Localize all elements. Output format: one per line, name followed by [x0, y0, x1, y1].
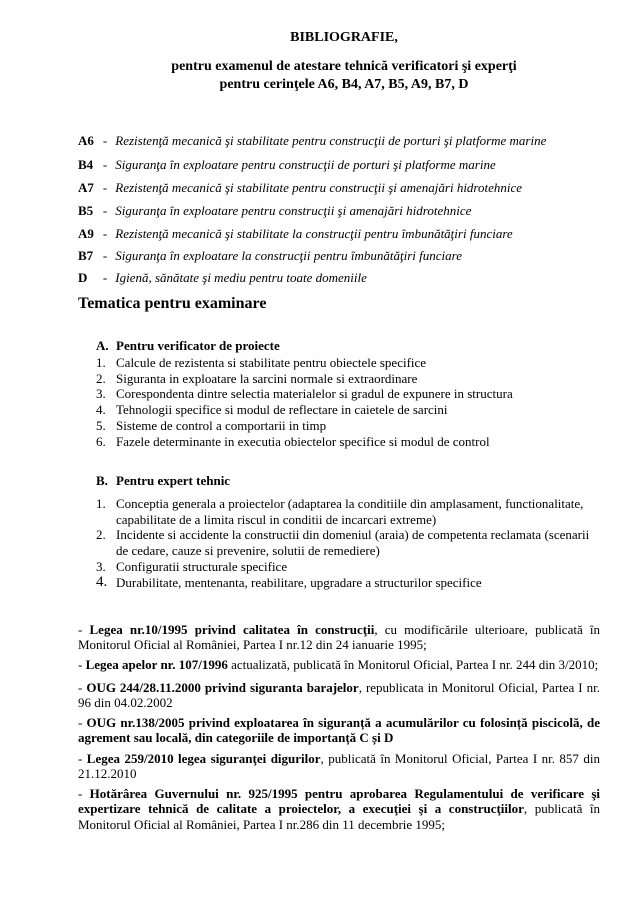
- list-item-number: 1.: [96, 496, 106, 511]
- law-dash: -: [78, 622, 90, 637]
- requirement-item: [78, 270, 367, 286]
- law-entry: [78, 622, 600, 653]
- requirement-description: Rezistenţă mecanică şi stabilitate pentru construcţii de porturi şi platforme marine: [115, 133, 547, 148]
- requirement-description: Siguranţa în exploatare pentru construcţii şi amenajări hidrotehnice: [115, 203, 472, 218]
- requirement-dash: -: [102, 203, 108, 218]
- law-dash: -: [78, 786, 90, 801]
- law-title: Legea apelor nr. 107/1996: [85, 657, 228, 672]
- requirement-item: [78, 157, 496, 173]
- section-a-title: Pentru verificator de proiecte: [116, 338, 280, 353]
- requirement-description: Siguranţa în exploatare pentru construcţii de porturi şi platforme marine: [115, 157, 496, 172]
- law-dash: -: [78, 715, 87, 730]
- section-b-list: [96, 496, 591, 590]
- law-dash: -: [78, 680, 87, 695]
- requirement-item: [78, 133, 546, 149]
- law-entry: [78, 680, 600, 711]
- requirement-code: B5: [78, 203, 94, 218]
- section-a-letter: A.: [96, 338, 109, 353]
- list-item-text: Siguranta in exploatare la sarcini normale si extraordinare: [116, 370, 418, 386]
- requirement-dash: -: [102, 248, 108, 263]
- document-subtitle-line2: pentru cerinţele A6, B4, A7, B5, A9, B7, D: [219, 77, 469, 92]
- requirement-dash: -: [102, 133, 108, 148]
- requirement-description: Rezistenţă mecanică şi stabilitate la construcţii pentru îmbunătăţiri funciare: [115, 226, 513, 241]
- law-dash: -: [78, 751, 87, 766]
- list-item-number: 4.: [96, 573, 108, 590]
- requirement-item: [78, 180, 522, 196]
- list-item-number: 3.: [96, 386, 106, 402]
- law-details: , publicată în Monitorul Oficial al României, Partea I nr.286 din 11 decembrie 1995;: [78, 801, 600, 832]
- requirement-dash: -: [102, 180, 108, 195]
- requirement-code: D: [78, 270, 88, 285]
- list-item-number: 4.: [96, 402, 106, 418]
- requirement-code: B7: [78, 248, 94, 263]
- law-entry: [78, 786, 600, 832]
- law-title: OUG nr.138/2005 privind exploatarea în siguranță a acumulărilor cu folosință piscicolă, de agrement sau locală, din categoriile de importanță C și D: [78, 715, 600, 746]
- list-item: [96, 355, 596, 371]
- law-details: , republicata in Monitorul Oficial, Partea I nr. 96 din 04.02.2002: [78, 680, 600, 711]
- list-item: [96, 527, 591, 558]
- law-title: Legea 259/2010 legea siguranţei digurilor: [86, 751, 321, 766]
- list-item-number: 1.: [96, 355, 106, 370]
- list-item: [96, 559, 591, 575]
- requirement-dash: -: [102, 157, 108, 172]
- requirement-dash: -: [102, 226, 108, 241]
- list-item: [96, 418, 596, 434]
- list-item-number: 5.: [96, 417, 106, 433]
- law-title: Legea nr.10/1995 privind calitatea în construcţii: [89, 622, 375, 637]
- list-item-number: 6.: [96, 433, 106, 449]
- document-title: BIBLIOGRAFIE,: [290, 30, 398, 45]
- list-item-text: Calcule de rezistenta si stabilitate pentru obiectele specifice: [116, 355, 427, 370]
- list-item-text: Tehnologii specifice si modul de reflectare in caietele de sarcini: [116, 402, 448, 418]
- requirement-description: Rezistenţă mecanică şi stabilitate pentru construcţii şi amenajări hidrotehnice: [115, 180, 523, 195]
- list-item: [96, 434, 596, 450]
- requirement-dash: -: [102, 270, 108, 285]
- law-details: , cu modificările ulterioare, publicată în Monitorul Oficial al României, Partea I nr.12 din 24 ianuarie 1995;: [78, 622, 600, 653]
- list-item: [96, 371, 596, 387]
- list-item-text: Durabilitate, mentenanta, reabilitare, upgradare a structurilor specifice: [116, 574, 482, 590]
- list-item-number: 2.: [96, 370, 106, 386]
- requirement-code: A6: [78, 133, 94, 148]
- law-title: OUG 244/28.11.2000 privind siguranta barajelor: [86, 680, 359, 695]
- section-b-heading: [96, 473, 230, 489]
- list-item-text: Conceptia generala a proiectelor (adaptarea la conditiile din amplasament, functionalitate, capabilitate de a limita riscul in conditii de incarcari extreme): [116, 496, 584, 527]
- section-heading: Tematica pentru examinare: [78, 295, 267, 312]
- requirement-description: Igienă, sănătate şi mediu pentru toate domeniile: [115, 270, 367, 285]
- law-details: actualizată, publicată în Monitorul Oficial, Partea I nr. 244 din 3/2010;: [227, 657, 599, 672]
- list-item-number: 2.: [96, 527, 106, 543]
- list-item: [96, 575, 591, 591]
- requirement-item: [78, 248, 462, 264]
- list-item-number: 3.: [96, 558, 106, 574]
- list-item-text: Incidente si accidente la constructii din domeniul (araia) de competenta reclamata (scenarii de cedare, cauze si prevenire, solutii de remediere): [116, 527, 590, 559]
- list-item-text: Configuratii structurale specifice: [116, 558, 288, 574]
- requirement-item: [78, 226, 513, 242]
- requirement-code: A9: [78, 226, 94, 241]
- law-dash: -: [78, 657, 86, 672]
- list-item: [96, 386, 596, 402]
- list-item-text: Fazele determinante in executia obiectelor specifice si modul de control: [116, 433, 490, 449]
- law-entry: [78, 751, 600, 782]
- list-item: [96, 496, 591, 527]
- section-a-list: [96, 355, 596, 449]
- law-title: Hotărârea Guvernului nr. 925/1995 pentru aprobarea Regulamentului de verificare şi expertizare tehnică de calitate a proiectelor, a execuţiei şi a construcţiilor: [78, 786, 600, 817]
- list-item: [96, 402, 596, 418]
- section-b-title: Pentru expert tehnic: [116, 473, 231, 488]
- law-entry: [78, 715, 600, 746]
- requirement-code: A7: [78, 180, 94, 195]
- requirement-code: B4: [78, 157, 94, 172]
- section-a-heading: [96, 338, 280, 354]
- law-entry: [78, 657, 600, 672]
- requirement-item: [78, 203, 471, 219]
- document-subtitle-line1: pentru examenul de atestare tehnică verificatori şi experţi: [171, 59, 517, 74]
- list-item-text: Corespondenta dintre selectia materialelor si gradul de expunere in structura: [116, 386, 513, 402]
- law-details: , publicată în Monitorul Oficial, Partea I nr. 857 din 21.12.2010: [78, 751, 601, 782]
- section-b-letter: B.: [96, 473, 108, 488]
- requirement-description: Siguranţa în exploatare la construcţii pentru îmbunătăţiri funciare: [115, 248, 463, 263]
- list-item-text: Sisteme de control a comportarii in timp: [116, 417, 327, 433]
